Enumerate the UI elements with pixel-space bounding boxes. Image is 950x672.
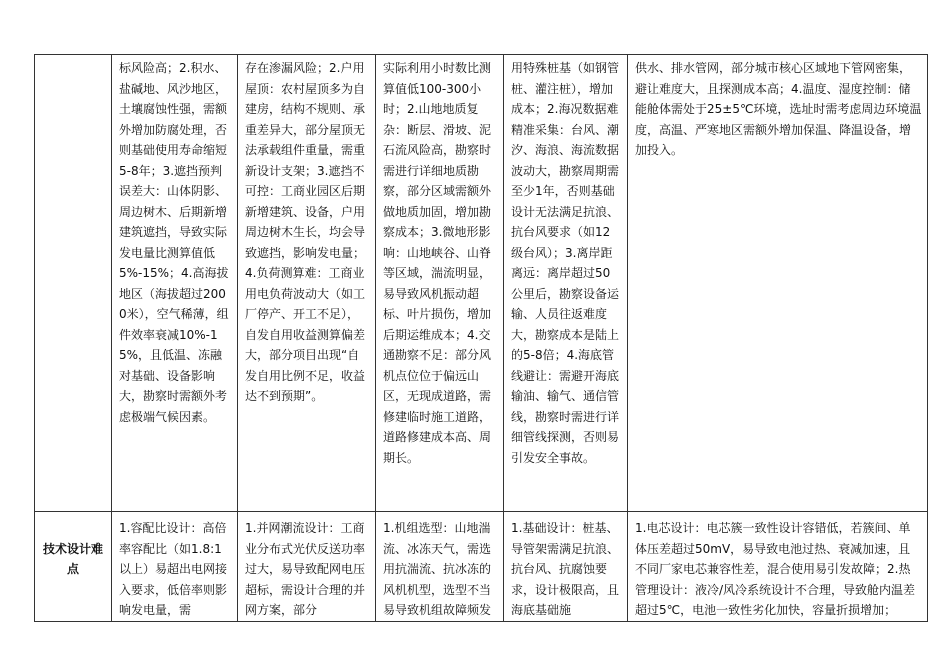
table-cell-storage: 供水、排水管网，部分城市核心区域地下管网密集，避让难度大，且探测成本高；4.温度、湿度控制：储能舱体需处于25±5℃环境，选址时需考虑周边环境温度，高温、严寒地区需额外增加保温、降温设备，增加投入。 bbox=[628, 55, 928, 512]
row-label bbox=[35, 55, 112, 512]
table-cell-wind-onshore: 实际利用小时数比测算值低100-300小时；2.山地地质复杂：断层、滑坡、泥石流风险高，勘察时需进行详细地质勘察，部分区域需额外做地质加固，增加勘察成本；3.微地形影响：山地峡谷、山脊等区域，湍流明显，易导致风机振动超标、叶片损伤，增加后期运维成本；4.交通勘察不足：部分风机点位位于偏远山区，无现成道路，需修建临时施工道路，道路修建成本高、周期长。 bbox=[376, 55, 504, 512]
table-row bbox=[35, 55, 928, 512]
row-label bbox=[35, 512, 112, 622]
table-cell-solar-distributed: 存在渗漏风险；2.户用屋顶：农村屋顶多为自建房，结构不规则、承重差异大，部分屋顶无法承载组件重量，需重新设计支架；3.遮挡不可控：工商业园区后期新增建筑、设备，户用周边树木生长，均会导致遮挡，影响发电量；4.负荷测算难：工商业用电负荷波动大（如工厂停产、开工不足），自发自用收益测算偏差大，部分项目出现“自发自用比例不足，收益达不到预期”。 bbox=[238, 55, 376, 512]
table-cell-solar-ground: 标风险高；2.积水、盐碱地、风沙地区，土壤腐蚀性强，需额外增加防腐处理，否则基础使用寿命缩短5-8年；3.遮挡预判误差大：山体阴影、周边树木、后期新增建筑遮挡，导致实际发电量比测算值低5%-15%；4.高海拔地区（海拔超过2000米），空气稀薄，组件效率衰减10%-15%，且低温、冻融对基础、设备影响大，勘察时需额外考虑极端气候因素。 bbox=[112, 55, 238, 512]
table-cell-solar-ground: 1.容配比设计：高倍率容配比（如1.8:1以上）易超出电网接入要求，低倍率则影响发电量，需 bbox=[112, 512, 238, 622]
table-cell-wind-offshore: 1.基础设计：桩基、导管架需满足抗浪、抗台风、抗腐蚀要求，设计极限高，且海底基础施 bbox=[504, 512, 628, 622]
table-row bbox=[35, 512, 928, 622]
table-cell-solar-distributed: 1.并网潮流设计：工商业分布式光伏反送功率过大，易导致配网电压超标，需设计合理的并网方案，部分 bbox=[238, 512, 376, 622]
table-cell-storage: 1.电芯设计：电芯簇一致性设计容错低，若簇间、单体压差超过50mV，易导致电池过热、衰减加速，且不同厂家电芯兼容性差，混合使用易引发故障；2.热管理设计：液冷/风冷系统设计不合理，导致舱内温差超过5℃，电池一致性劣化加快，容量折损增加； bbox=[628, 512, 928, 622]
row-label-text: 技术设计难点 bbox=[42, 542, 103, 577]
table-cell-wind-onshore: 1.机组选型：山地湍流、冰冻天气，需选用抗湍流、抗冰冻的风机机型，选型不当易导致机组故障频发 bbox=[376, 512, 504, 622]
table-cell-wind-offshore: 用特殊桩基（如钢管桩、灌注桩），增加成本；2.海况数据难精准采集：台风、潮汐、海浪、海流数据波动大，勘察周期需至少1年，否则基础设计无法满足抗浪、抗台风要求（如12级台风）；3.离岸距离远：离岸超过50公里后，勘察设备运输、人员往返难度大，勘察成本是陆上的5-8倍；4.海底管线避让：需避开海底输油、输气、通信管线，勘察时需进行详细管线探测，否则易引发安全事故。 bbox=[504, 55, 628, 512]
risk-table bbox=[34, 54, 928, 622]
